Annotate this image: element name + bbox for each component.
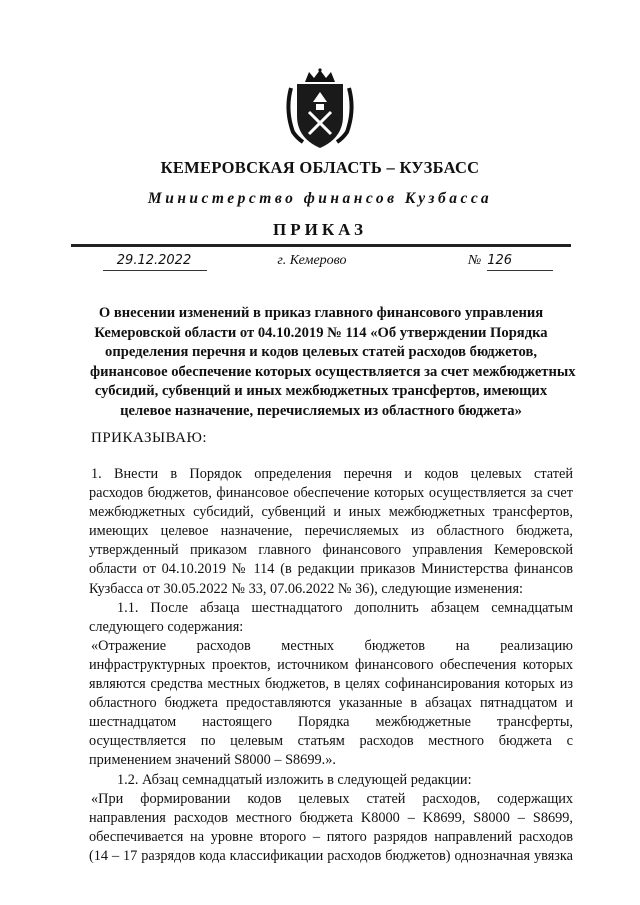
body-line: имеющих целевое назначение, перечисляемых из областного бюджета, (89, 523, 573, 540)
document-title (90, 304, 576, 422)
body-line: 1. Внести в Порядок определения перечня и кодов целевых статей (91, 466, 573, 482)
body-line: межбюджетных субсидий, субвенций и иных межбюджетных трансфертов, (89, 504, 573, 521)
number-sign: № (468, 253, 482, 268)
title-line: О внесении изменений в приказ главного финансового управления (98, 305, 544, 321)
body-line: «Отражение расходов местных бюджетов на реализацию (91, 637, 573, 654)
body-line: применением значений S8000 – S8699.». (89, 752, 336, 769)
document-date: 29.12.2022 (116, 253, 192, 268)
body-line: «При формировании кодов целевых статей расходов, содержащих (91, 790, 573, 807)
body-line: инфраструктурных проектов, источником финансового обеспечения которых (89, 656, 573, 673)
title-line: Кемеровской области от 04.10.2019 № 114 «Об утверждении Порядка (94, 324, 548, 341)
document-city: г. Кемерово (277, 253, 347, 268)
body-line: 1.1. После абзаца шестнадцатого дополнить абзацем семнадцатым (117, 599, 573, 616)
coat-of-arms-emblem (283, 68, 357, 152)
body-line: направления расходов местного бюджета K8000 – K8699, S8000 – S8699, (89, 809, 573, 826)
header-rule (71, 244, 571, 247)
number-underline (487, 270, 553, 271)
body-line: утвержденный приказом главного финансового управления Кемеровской (89, 542, 573, 559)
document-type: ПРИКАЗ (273, 220, 367, 239)
region-title: КЕМЕРОВСКАЯ ОБЛАСТЬ – КУЗБАСС (160, 158, 480, 177)
body-line: 1.2. Абзац семнадцатый изложить в следующей редакции: (117, 771, 472, 788)
title-line: целевое назначение, перечисляемых из областного бюджета» (120, 402, 522, 419)
body-line: (14 – 17 разрядов кода классификации расходов бюджетов) однозначная увязка (89, 847, 573, 864)
body-line: осуществляется по целевым статьям расходов местного бюджета с (89, 733, 573, 750)
body-line: расходов бюджетов, финансовое обеспечение которых осуществляется за счет (89, 485, 573, 502)
body-line: являются средства местных бюджетов, в целях софинансирования которых из (89, 676, 573, 693)
document-body (89, 465, 573, 866)
title-line: субсидий, субвенций и иных межбюджетных трансфертов, имеющих (94, 383, 548, 400)
title-line: определения перечня и кодов целевых статей расходов бюджетов, (105, 344, 537, 361)
body-line: Кузбасса от 30.05.2022 № 33, 07.06.2022 № 36), следующие изменения: (89, 580, 524, 597)
document-number (468, 253, 558, 269)
body-line: обеспечивается на уровне второго – пятого разрядов направлений расходов (89, 828, 573, 845)
title-line: финансовое обеспечение которых осуществляется за счет межбюджетных (90, 363, 576, 380)
body-line: областного бюджета предоставляются указанные в абзацах пятнадцатом и (89, 695, 573, 712)
number-value: 126 (487, 253, 513, 268)
ministry-name: Министерство финансов Кузбасса (147, 190, 493, 207)
date-underline (103, 270, 207, 271)
body-line: следующего содержания: (89, 618, 244, 635)
body-line: шестнадцатом настоящего Порядка межбюджетные трансферты, (89, 714, 573, 731)
body-line: области от 04.10.2019 № 114 (в редакции приказов Министерства финансов (89, 561, 573, 578)
order-word: ПРИКАЗЫВАЮ: (91, 430, 208, 446)
